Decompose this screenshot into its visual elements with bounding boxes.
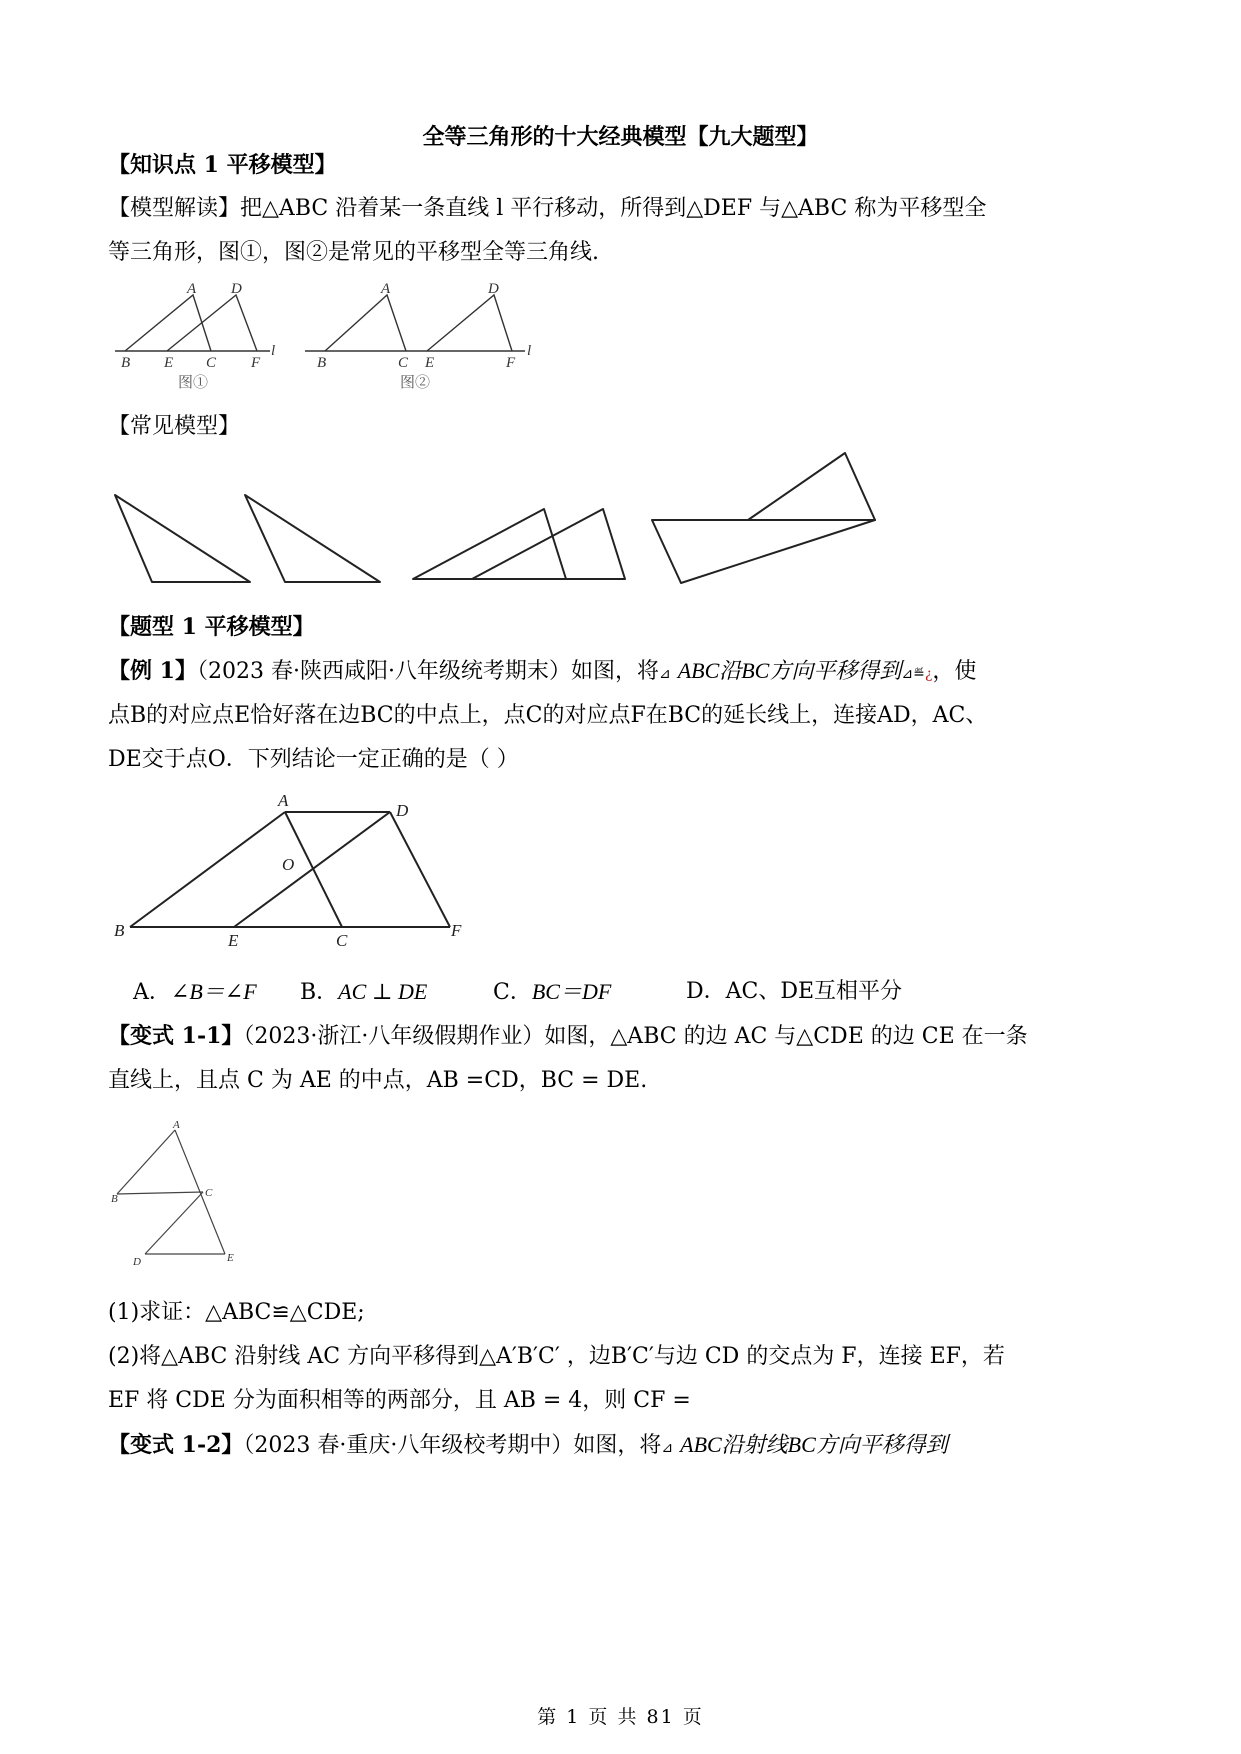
var11-label-A: A xyxy=(173,1119,180,1131)
ex1-label-O: O xyxy=(282,855,295,874)
common-model-3-triangle-b xyxy=(748,453,875,520)
option-a-text: ∠B＝∠F xyxy=(170,979,257,1004)
variant11-tag: 【变式 1-1】 xyxy=(108,1023,244,1049)
fig1-label-E: E xyxy=(164,355,174,371)
common-model-1-triangle-a xyxy=(115,495,250,582)
fig1-label-B: B xyxy=(121,355,131,371)
model-explain-text-1: 把△ABC 沿着某一条直线 l 平行移动，所得到△DEF 与△ABC 称为平移型全 xyxy=(240,196,987,221)
ex1-label-D: D xyxy=(396,801,409,820)
option-b-key: B． xyxy=(300,980,339,1005)
fig2-label-F: F xyxy=(506,355,516,371)
type1-heading: 【题型 1 平移模型】 xyxy=(108,614,315,640)
fig1-label-C: C xyxy=(206,355,217,371)
fig2-label-D: D xyxy=(488,281,499,297)
common-model-1-triangle-b xyxy=(245,495,380,582)
fig2-label-A: A xyxy=(381,281,391,297)
fig1-label-A: A xyxy=(187,281,197,297)
variant11-text-1: （2023·浙江·八年级假期作业）如图，△ABC 的边 AC 与△CDE 的边 CE 在一条 xyxy=(243,1024,1028,1049)
option-a xyxy=(133,977,257,1008)
option-a-key: A． xyxy=(133,980,171,1005)
ex1-label-B: B xyxy=(114,921,125,940)
example1-tag: 【例 1】 xyxy=(108,658,197,684)
var11-label-C: C xyxy=(205,1187,213,1199)
variant12-tag: 【变式 1-2】 xyxy=(108,1432,244,1458)
figure-1 xyxy=(110,278,290,393)
common-model-2-triangle-b xyxy=(472,509,625,579)
option-d-key: D． xyxy=(686,979,726,1004)
variant11-line-1 xyxy=(108,1021,1028,1052)
page-title: 全等三角形的十大经典模型【九大题型】 xyxy=(422,124,819,150)
variant12-text-1: （2023 春·重庆·八年级校考期中）如图，将 xyxy=(243,1433,662,1458)
option-b-text: AC ⊥ DE xyxy=(338,979,428,1004)
fig2-caption: 图② xyxy=(400,375,431,391)
common-models-heading: 【常见模型】 xyxy=(108,414,241,439)
fig2-label-E: E xyxy=(425,355,435,371)
option-c xyxy=(493,977,611,1008)
variant11-question-2-line-2: EF 将 CDE 分为面积相等的两部分，且 AB = 4，则 CF = xyxy=(108,1388,691,1413)
fig1-caption: 图① xyxy=(178,375,209,391)
variant11-question-1: (1)求证：△ABC≌△CDE; xyxy=(108,1300,365,1325)
ex1-label-C: C xyxy=(336,931,348,950)
option-c-key: C． xyxy=(493,980,532,1005)
variant12-text-rest: ABC沿射线BC方向平移得到 xyxy=(680,1432,948,1457)
example1-line-3: DE交于点O．下列结论一定正确的是（ ） xyxy=(108,747,519,772)
var11-label-D: D xyxy=(133,1256,141,1268)
common-models-figure xyxy=(100,445,1000,595)
variant11-question-2-line-1: (2)将△ABC 沿射线 AC 方向平移得到△A′B′C′ ，边B′C′与边 CD 的交点为 F，连接 EF，若 xyxy=(108,1344,1005,1369)
variant12-line-1 xyxy=(108,1430,948,1463)
model-explain-line-2: 等三角形，图①，图②是常见的平移型全等三角线. xyxy=(108,240,599,265)
fig1-label-l: l xyxy=(271,343,276,359)
figure-2 xyxy=(300,278,550,393)
fig2-label-C: C xyxy=(398,355,409,371)
option-c-text: BC＝DF xyxy=(531,979,612,1004)
example1-line-2: 点B的对应点E恰好落在边BC的中点上，点C的对应点F在BC的延长线上，连接AD，AC、 xyxy=(108,703,988,728)
common-model-2-triangle-a xyxy=(413,509,566,579)
fig1-label-D: D xyxy=(231,281,242,297)
ex1-label-A: A xyxy=(278,791,289,810)
page-footer: 第 1 页 共 81 页 xyxy=(537,1706,704,1728)
fig1-label-F: F xyxy=(251,355,261,371)
example1-line1-rest-a: ABC沿BC方向平移得到 xyxy=(677,658,902,683)
option-b xyxy=(300,977,427,1008)
model-explain-tag: 【模型解读】 xyxy=(108,196,241,221)
example1-line-1 xyxy=(108,656,976,689)
triangle-def-symbol-icon: ⊿≝¿ xyxy=(901,666,933,682)
example1-figure xyxy=(110,790,480,950)
triangle-symbol-icon: ⊿ xyxy=(658,666,671,682)
variant11-figure xyxy=(105,1115,250,1275)
ex1-label-E: E xyxy=(228,931,239,950)
fig2-label-B: B xyxy=(317,355,327,371)
common-model-3-triangle-a xyxy=(652,520,875,583)
knowledge-point-heading: 【知识点 1 平移模型】 xyxy=(108,152,337,178)
ex1-label-F: F xyxy=(451,921,462,940)
option-d-text: AC、DE互相平分 xyxy=(725,979,903,1004)
example1-line1-rest-b: ，使 xyxy=(932,659,977,684)
triangle-symbol-icon-2: ⊿ xyxy=(661,1440,674,1456)
var11-label-B: B xyxy=(111,1193,118,1205)
var11-label-E: E xyxy=(227,1252,234,1264)
option-d xyxy=(686,977,902,1007)
model-explain-line-1 xyxy=(108,194,986,224)
fig2-label-l: l xyxy=(527,343,532,359)
example1-source: （2023 春·陕西咸阳·八年级统考期末）如图，将 xyxy=(196,659,659,684)
variant11-line-2: 直线上，且点 C 为 AE 的中点，AB =CD，BC = DE. xyxy=(108,1068,648,1093)
